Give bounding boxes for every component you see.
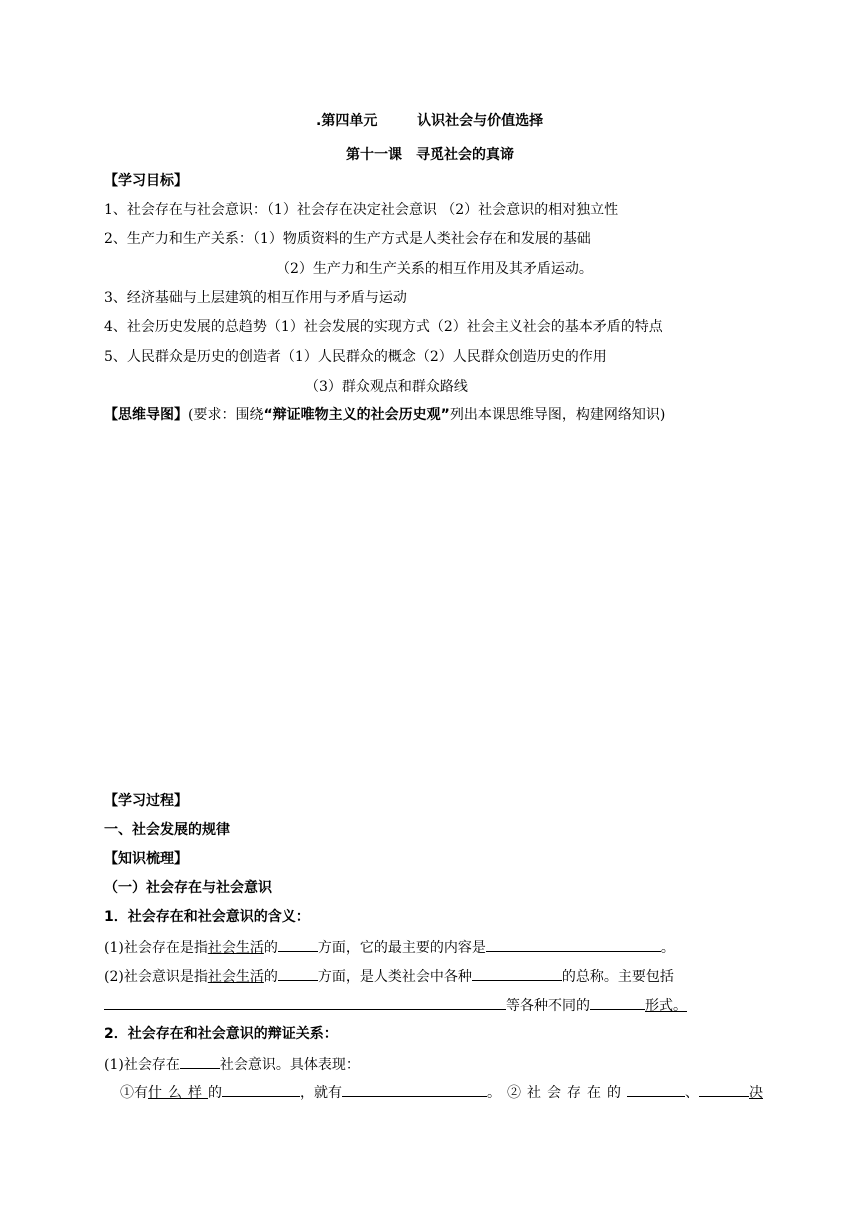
answer-blank[interactable] — [342, 1082, 487, 1097]
answer-blank[interactable] — [590, 995, 645, 1010]
answer-blank[interactable] — [278, 966, 318, 981]
lesson-title: 第十一课 寻觅社会的真谛 — [346, 147, 514, 163]
fill-line-1: (1)社会存在是指社会生活的 方面，它的最主要的内容是 。 — [104, 937, 675, 957]
underlined-term: 社会生活 — [207, 969, 264, 985]
mindmap-req-pre: (要求：围绕 — [188, 407, 264, 423]
answer-blank[interactable] — [472, 966, 562, 981]
answer-blank[interactable] — [486, 937, 661, 952]
mindmap-line — [104, 406, 665, 424]
goal-item: （3）群众观点和群众路线 — [305, 379, 468, 395]
goal-item: 2、生产力和生产关系：（1）物质资料的生产方式是人类社会存在和发展的基础 — [104, 231, 591, 247]
question-title: 2．社会存在和社会意识的辩证关系： — [104, 1026, 338, 1042]
underlined-term: 社会生活 — [207, 940, 264, 956]
unit-topic: 认识社会与价值选择 — [417, 113, 544, 129]
goals-heading: 【学习目标】 — [104, 173, 188, 189]
question-title: 1．社会存在和社会意识的含义： — [104, 909, 310, 925]
fill-line-3: 等各种不同的 形式。 — [104, 995, 687, 1015]
answer-blank[interactable] — [627, 1082, 685, 1097]
process-heading: 【学习过程】 — [104, 793, 188, 809]
underlined-term: 什么样 — [148, 1085, 208, 1101]
mindmap-req-post: 列出本课思维导图，构建网络知识) — [449, 407, 666, 423]
section-title: 一、社会发展的规律 — [104, 822, 230, 838]
mindmap-heading: 【思维导图】 — [104, 407, 188, 423]
goal-item: 1、社会存在与社会意识：（1）社会存在决定社会意识 （2）社会意识的相对独立性 — [104, 202, 619, 218]
fill-line-5: ①有什么样的 ，就有 。②社会存在的 、 决 — [120, 1082, 763, 1102]
answer-blank[interactable] — [222, 1082, 300, 1097]
answer-blank[interactable] — [278, 937, 318, 952]
goal-item: 4、社会历史发展的总趋势（1）社会发展的实现方式（2）社会主义社会的基本矛盾的特点 — [104, 319, 663, 335]
fill-line-2: (2)社会意识是指社会生活的 方面，是人类社会中各种 的总称。主要包括 — [104, 966, 674, 986]
mindmap-blank-area — [104, 430, 754, 780]
mindmap-req-bold: “辩证唯物主义的社会历史观” — [263, 407, 450, 423]
answer-blank[interactable] — [699, 1082, 749, 1097]
unit-title — [316, 112, 543, 130]
knowledge-heading: 【知识梳理】 — [104, 851, 188, 867]
goal-item: （2）生产力和生产关系的相互作用及其矛盾运动。 — [276, 261, 593, 277]
unit-number: .第四单元 — [316, 113, 378, 129]
goal-item: 5、人民群众是历史的创造者（1）人民群众的概念（2）人民群众创造历史的作用 — [104, 349, 607, 365]
fill-line-4: (1)社会存在 社会意识。具体表现： — [104, 1054, 360, 1074]
answer-blank[interactable] — [180, 1054, 220, 1069]
goal-item: 3、经济基础与上层建筑的相互作用与矛盾与运动 — [104, 290, 407, 306]
subsection-title: （一）社会存在与社会意识 — [104, 880, 272, 896]
answer-blank[interactable] — [104, 995, 506, 1010]
